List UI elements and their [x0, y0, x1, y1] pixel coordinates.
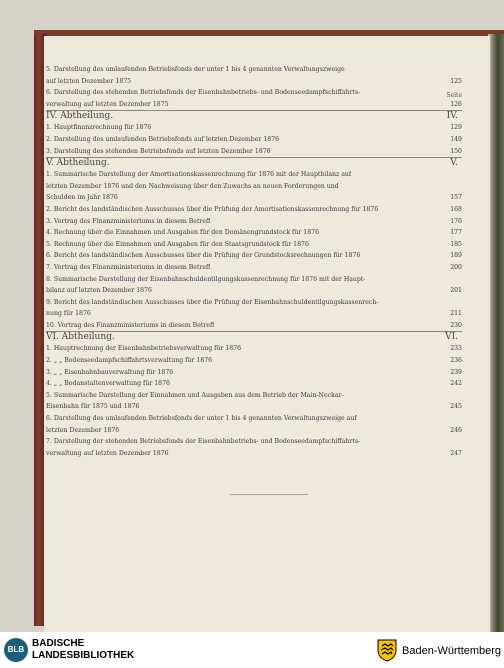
toc-entry — [46, 76, 462, 88]
toc-page-number: 157 — [450, 194, 462, 202]
toc-page-number: 129 — [450, 124, 462, 132]
toc-entry-text: 2. Darstellung des umlaufenden Betriebsfonds auf letzten Dezember 1876 — [46, 135, 280, 143]
section-roman: VI. — [445, 332, 458, 343]
toc-entry — [46, 122, 462, 134]
toc-page-number: 233 — [450, 345, 462, 353]
toc-entry — [46, 99, 462, 111]
toc-page-number: 211 — [450, 310, 462, 318]
toc-page-number: 201 — [450, 287, 462, 295]
toc-page-number: 150 — [450, 147, 462, 155]
toc-entry — [46, 401, 462, 413]
toc-entry — [46, 274, 462, 286]
toc-entry — [46, 146, 462, 158]
toc-entry — [46, 216, 462, 228]
section-rule — [46, 110, 462, 111]
toc-page-number: 177 — [450, 229, 462, 237]
baden-wuerttemberg-crest-icon[interactable] — [376, 638, 398, 662]
library-name-line1: BADISCHE — [32, 638, 85, 649]
toc-entry-text: verwaltung auf letzten Dezember 1875 — [46, 100, 169, 108]
toc-entry-text: 6. Darstellung des stehenden Betriebsfonds der Eisenbahnbetriebs- und Bodenseedampfschiffahrts- — [46, 89, 361, 97]
toc-entry-text: 3. „ „ Eisenbahnbauverwaltung für 1876 — [46, 368, 174, 376]
toc-entry-text: 1. Hauptrechnung der Eisenbahnbetriebsverwaltung für 1876 — [46, 345, 242, 353]
toc-entry-text: 6. Bericht des landständischen Ausschusses über die Prüfung der Grundstocksrechnungen für 1876 — [46, 252, 361, 260]
blb-logo-icon[interactable]: BLB — [4, 638, 28, 662]
section-title: VI. Abtheilung. — [46, 332, 115, 343]
state-name[interactable]: Baden-Württemberg — [402, 645, 502, 657]
toc-entry — [46, 436, 462, 448]
toc-entry — [46, 250, 462, 262]
toc-page-number: 168 — [450, 205, 462, 213]
toc-page-number: 236 — [450, 357, 462, 365]
section-title: IV. Abtheilung. — [46, 111, 114, 122]
toc-page-number: 176 — [450, 217, 462, 225]
toc-page-number: 149 — [450, 135, 462, 143]
toc-page-number: 200 — [450, 263, 462, 271]
page-column-label: Seite — [446, 92, 462, 99]
toc-entry-text: 8. Summarische Darstellung der Eisenbahnschuldentilgungskassenrechnung für 1876 mit der Haupt- — [46, 275, 366, 283]
toc-page-number: 125 — [450, 77, 462, 85]
toc-entry — [46, 227, 462, 239]
section-heading — [46, 110, 462, 122]
toc-entry-text: 10. Vortrag des Finanzministeriums in diesem Betreff — [46, 321, 215, 329]
toc-entry — [46, 134, 462, 146]
toc-page-number: 246 — [450, 426, 462, 434]
toc-entry — [46, 378, 462, 390]
toc-entry — [46, 343, 462, 355]
section-title: V. Abtheilung. — [46, 158, 110, 169]
toc-entry-text: 3. Darstellung des stehenden Betriebsfonds auf letzten Dezember 1876 — [46, 147, 271, 155]
toc-page-number: 245 — [450, 403, 462, 411]
section-roman: V. — [450, 158, 458, 169]
toc-entry-text: 5. Darstellung des umlaufenden Betriebsfonds der unter 1 bis 4 genannten Verwaltungszweige — [46, 66, 345, 73]
toc-entry-text: nung für 1876 — [46, 310, 91, 318]
toc-page-number: 239 — [450, 368, 462, 376]
toc-entry — [46, 367, 462, 379]
toc-entry — [46, 204, 462, 216]
book-edge-right — [488, 34, 504, 632]
end-separator — [230, 494, 308, 495]
toc-entry-text: letzten Dezember 1876 — [46, 426, 120, 434]
toc-entry — [46, 297, 462, 309]
toc-page-number: 185 — [450, 240, 462, 248]
section-rule — [46, 157, 462, 158]
toc-entry — [46, 390, 462, 402]
toc-page-number: 247 — [450, 449, 462, 457]
toc-entry-text: 4. „ „ Bodanstaltenverwaltung für 1876 — [46, 380, 170, 388]
toc-entry-text: Eisenbahn für 1875 und 1876 — [46, 403, 140, 411]
toc-entry-text: Schulden im Jahr 1876 — [46, 194, 118, 202]
library-name[interactable] — [32, 638, 134, 662]
toc-entry-text: 2. Bericht des landständischen Ausschusses über die Prüfung der Amortisationskassenrechnung für 1876 — [46, 205, 379, 213]
toc-entry-text: 5. Summarische Darstellung der Einnahmen und Ausgaben aus dem Betrieb der Main-Neckar- — [46, 391, 344, 399]
section-heading — [46, 157, 462, 169]
toc-entry — [46, 262, 462, 274]
toc-entry — [46, 64, 462, 76]
toc-page-number: 230 — [450, 321, 462, 329]
section-roman: IV. — [446, 111, 458, 122]
toc-entry — [46, 239, 462, 251]
toc-entry — [46, 181, 462, 193]
toc-entry — [46, 285, 462, 297]
toc-page-number: 189 — [450, 252, 462, 260]
toc-entry — [46, 355, 462, 367]
toc-entry — [46, 425, 462, 437]
toc-entry-text: 1. Summarische Darstellung der Amortisationskassenrechnung für 1876 mit der Hauptbilanz auf — [46, 171, 352, 179]
toc-entry — [46, 169, 462, 181]
toc-entry — [46, 192, 462, 204]
toc-entry-text: 3. Vortrag des Finanzministeriums in diesem Betreff — [46, 217, 211, 225]
toc-entry — [46, 320, 462, 332]
toc-entry-text: auf letzten Dezember 1875 — [46, 77, 132, 85]
toc-entry — [46, 87, 462, 99]
library-name-line2: LANDESBIBLIOTHEK — [32, 650, 135, 661]
toc-entry-text: 5. Rechnung über die Einnahmen und Ausgaben für den Staatsgrundstock für 1876 — [46, 240, 309, 248]
toc-page-number: 242 — [450, 380, 462, 388]
toc-entry-text: 7. Darstellung der stehenden Betriebsfonds der Eisenbahnbetriebs- und Bodenseedampfschiffahrts- — [46, 438, 361, 446]
toc-entry-text: bilanz auf letzten Dezember 1876 — [46, 287, 152, 295]
toc-entry — [46, 308, 462, 320]
toc-entry-text: verwaltung auf letzten Dezember 1876 — [46, 449, 169, 457]
toc-entry-text: letzten Dezember 1876 und den Nachweisung über den Zuwachs an neuen Forderungen und — [46, 182, 339, 190]
toc-entry — [46, 413, 462, 425]
toc-entry-text: 2. „ „ Bodenseedampfschiffahrtsverwaltung für 1876 — [46, 357, 213, 365]
section-heading — [46, 331, 462, 343]
toc-entry-text: 4. Rechnung über die Einnahmen und Ausgaben für den Domänengrundstock für 1876 — [46, 229, 320, 237]
toc-entry-text: 6. Darstellung des umlaufenden Betriebsfonds der unter 1 bis 4 genannten Verwaltungszweige auf — [46, 415, 357, 423]
section-rule — [46, 331, 462, 332]
toc-page-number: 126 — [450, 100, 462, 108]
toc-entry-text: 9. Bericht des landständischen Ausschusses über die Prüfung der Eisenbahnschuldentilgungskassenrech- — [46, 298, 379, 306]
table-of-contents — [46, 64, 462, 459]
toc-entry-text: 7. Vortrag des Finanzministeriums in diesem Betreff — [46, 263, 211, 271]
toc-entry-text: 1. Hauptfinanzrechnung für 1876 — [46, 124, 152, 132]
toc-entry — [46, 448, 462, 460]
